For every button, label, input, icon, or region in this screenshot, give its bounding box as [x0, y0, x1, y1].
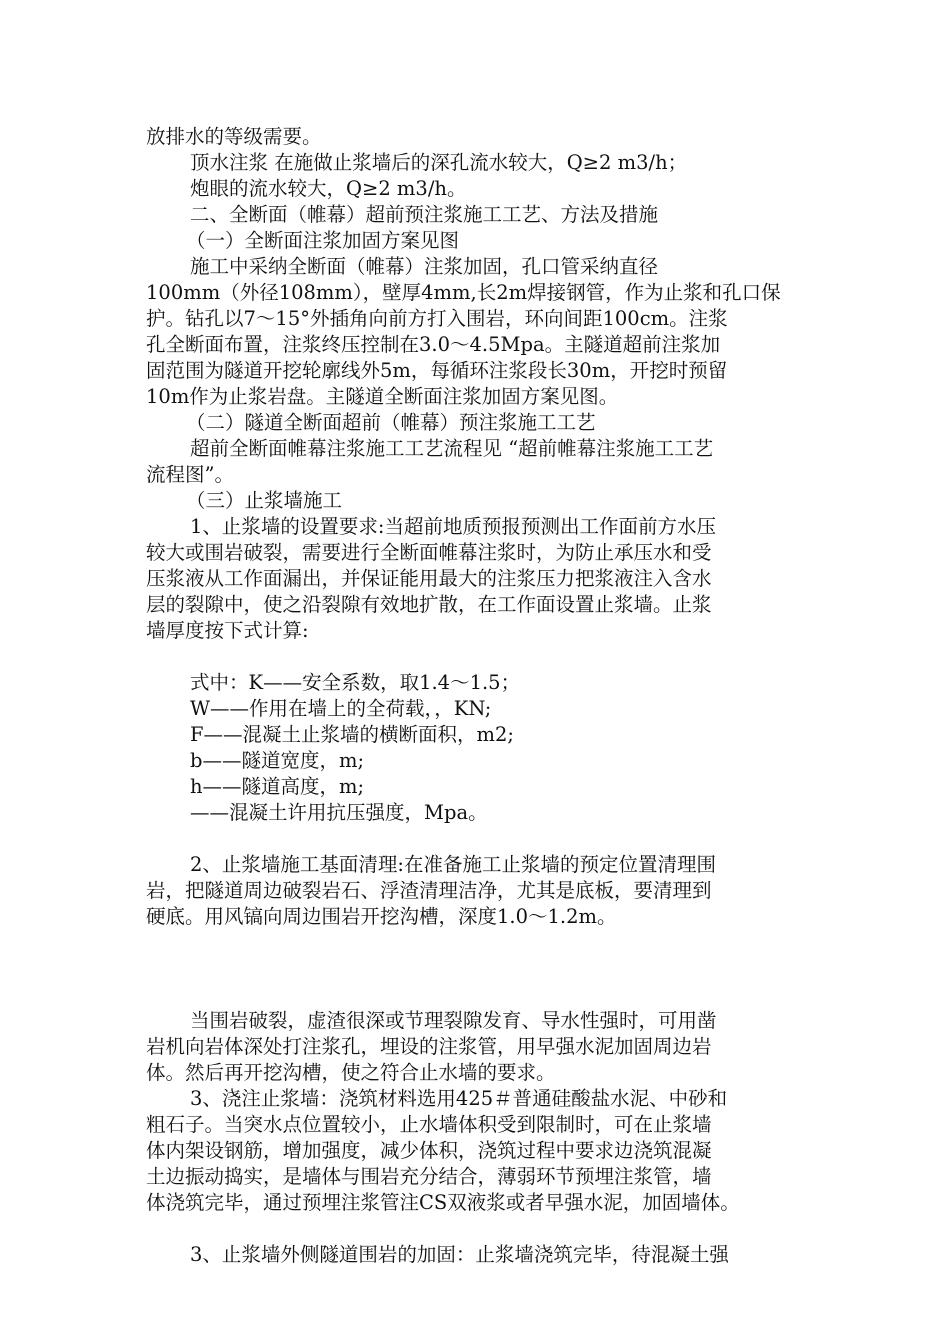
- formula-legend-line: F——混凝土止浆墙的横断面积，m2;: [190, 723, 514, 746]
- text-line: 固范围为隧道开挖轮廓线外5m，每循环注浆段长30m，开挖时预留: [146, 359, 728, 382]
- text-line: 体浇筑完毕，通过预埋注浆管注CS双液浆或者早强水泥，加固墙体。: [146, 1191, 740, 1214]
- text-line: 2、止浆墙施工基面清理:在准备施工止浆墙的预定位置清理围: [190, 853, 716, 876]
- text-line: 粗石子。当突水点位置较小，止水墙体积受到限制时，可在止浆墙: [146, 1113, 712, 1136]
- text-line: 墙厚度按下式计算:: [146, 619, 309, 642]
- subsection-heading: （三）止浆墙施工: [186, 489, 343, 512]
- subsection-heading: （二）隧道全断面超前（帷幕）预注浆施工工艺: [186, 411, 596, 434]
- text-line: 岩机向岩体深处打注浆孔，埋设的注浆管，用早强水泥加固周边岩: [146, 1035, 712, 1058]
- text-line: 体内架设钢筋，增加强度，减少体积，浇筑过程中要求边浇筑混凝: [146, 1139, 712, 1162]
- formula-legend-line: W——作用在墙上的全荷载，，KN;: [190, 697, 492, 720]
- text-line: 10m作为止浆岩盘。主隧道全断面注浆加固方案见图。: [146, 385, 619, 408]
- text-line: 1、止浆墙的设置要求:当超前地质预报预测出工作面前方水压: [190, 515, 716, 538]
- text-line: 流程图”。: [146, 463, 234, 486]
- text-line: 层的裂隙中，使之沿裂隙有效地扩散，在工作面设置止浆墙。止浆: [146, 593, 712, 616]
- subsection-heading: （一）全断面注浆加固方案见图: [186, 229, 460, 252]
- text-line: 超前全断面帷幕注浆施工工艺流程见 “超前帷幕注浆施工工艺: [190, 437, 714, 460]
- text-line: 体。然后再开挖沟槽，使之符合止水墙的要求。: [146, 1061, 556, 1084]
- text-line: 3、浇注止浆墙：浇筑材料选用425＃普通硅酸盐水泥、中砂和: [190, 1087, 728, 1110]
- text-line: 护。钻孔以7～15°外插角向前方打入围岩，环向间距100cm。注浆: [146, 307, 728, 330]
- section-heading: 二、全断面（帷幕）超前预注浆施工工艺、方法及措施: [190, 203, 659, 226]
- text-line: 顶水注浆 在施做止浆墙后的深孔流水较大，Q≥2 m3/h；: [190, 151, 688, 174]
- text-line: 当围岩破裂，虚渣很深或节理裂隙发育、导水性强时，可用凿: [190, 1009, 717, 1032]
- text-line: 岩，把隧道周边破裂岩石、浮渣清理洁净，尤其是底板，要清理到: [146, 879, 712, 902]
- text-line: 压浆液从工作面漏出，并保证能用最大的注浆压力把浆液注入含水: [146, 567, 712, 590]
- formula-legend-line: 式中：K——安全系数，取1.4～1.5；: [190, 671, 521, 694]
- text-line: 较大或围岩破裂，需要进行全断面帷幕注浆时，为防止承压水和受: [146, 541, 712, 564]
- formula-legend-line: h——隧道高度，m;: [190, 775, 365, 798]
- text-line: 炮眼的流水较大，Q≥2 m3/h。: [190, 177, 467, 200]
- formula-legend-line: ——混凝土许用抗压强度，Mpa。: [190, 801, 488, 824]
- text-line: 放排水的等级需要。: [146, 125, 322, 148]
- text-line: 3、止浆墙外侧隧道围岩的加固：止浆墙浇筑完毕，待混凝土强: [190, 1243, 729, 1266]
- text-line: 孔全断面布置，注浆终压控制在3.0～4.5Mpa。主隧道超前注浆加: [146, 333, 721, 356]
- text-line: 硬底。用风镐向周边围岩开挖沟槽，深度1.0～1.2m。: [146, 905, 617, 928]
- text-line: 土边振动捣实，是墙体与围岩充分结合，薄弱环节预埋注浆管，墙: [146, 1165, 712, 1188]
- text-line: 100mm（外径108mm），壁厚4mm,长2m焊接钢管，作为止浆和孔口保: [146, 281, 781, 304]
- text-line: 施工中采纳全断面（帷幕）注浆加固，孔口管采纳直径: [190, 255, 659, 278]
- formula-legend-line: b——隧道宽度，m;: [190, 749, 365, 772]
